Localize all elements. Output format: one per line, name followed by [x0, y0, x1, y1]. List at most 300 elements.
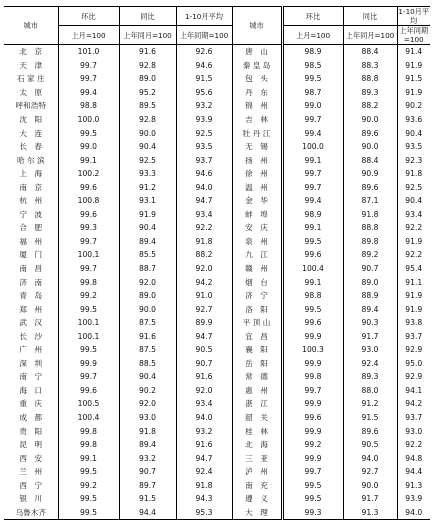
yoy-value-right: 90.3: [343, 316, 397, 330]
avg-value-right: 95.4: [397, 262, 430, 276]
yoy-value-left: 88.7: [119, 262, 176, 276]
table-row: [4, 370, 430, 384]
avg-value-left: 92.4: [176, 465, 232, 479]
mom-value-right: 99.6: [282, 316, 343, 330]
avg-value-right: 93.5: [397, 140, 430, 154]
avg-value-left: 93.4: [176, 208, 232, 222]
table-row: [4, 126, 430, 140]
mom-value-left: 99.9: [58, 357, 119, 371]
mom-value-right: 99.5: [282, 479, 343, 493]
city-name-left: 杭 州: [19, 196, 43, 206]
yoy-value-right: 89.6: [343, 424, 397, 438]
city-name-right: 温 州: [232, 180, 282, 194]
mom-value-left: 99.0: [58, 140, 119, 154]
mom-value-left: 99.7: [58, 72, 119, 86]
mom-value-left: 99.8: [58, 275, 119, 289]
mom-value-right: 99.2: [282, 438, 343, 452]
avg-value-right: 92.3: [397, 153, 430, 167]
avg-value-left: 94.2: [176, 275, 232, 289]
mom-value-left: 99.2: [58, 289, 119, 303]
city-name-left: 石 家 庄: [16, 74, 45, 84]
yoy-value-left: 89.0: [119, 72, 176, 86]
table-row: [4, 384, 430, 398]
city-name-left: 太 原: [19, 87, 43, 97]
mom-value-right: 100.0: [282, 140, 343, 154]
city-name-left: 郑 州: [19, 304, 43, 314]
price-index-table: [4, 6, 430, 520]
table-row: [4, 329, 430, 343]
avg-value-left: 92.5: [176, 126, 232, 140]
avg-value-left: 94.7: [176, 194, 232, 208]
yoy-subheader-right: 上年同月=100: [343, 26, 397, 45]
mom-value-left: 100.1: [58, 329, 119, 343]
mom-value-left: 99.1: [58, 451, 119, 465]
yoy-value-right: 88.2: [343, 99, 397, 113]
city-name-left: 广 州: [19, 345, 43, 355]
mom-value-right: 99.5: [282, 302, 343, 316]
city-name-left: 南 昌: [19, 264, 43, 274]
table-row: [4, 316, 430, 330]
avg-value-left: 93.2: [176, 99, 232, 113]
avg-value-left: 94.7: [176, 451, 232, 465]
city-name-left: 南 宁: [19, 372, 43, 382]
mom-value-right: 99.6: [282, 248, 343, 262]
table-row: [4, 194, 430, 208]
avg-value-right: 91.3: [397, 479, 430, 493]
city-name-right: 岳 阳: [232, 357, 282, 371]
yoy-value-left: 91.2: [119, 180, 176, 194]
mom-value-left: 99.8: [58, 424, 119, 438]
yoy-value-right: 89.8: [343, 235, 397, 249]
avg-value-right: 92.2: [397, 221, 430, 235]
mom-value-left: 101.0: [58, 45, 119, 59]
avg-value-right: 91.4: [397, 45, 430, 59]
city-name-right: 金 华: [232, 194, 282, 208]
avg-value-left: 90.5: [176, 343, 232, 357]
city-name-left: 西 安: [19, 453, 43, 463]
mom-value-right: 100.3: [282, 343, 343, 357]
avg-value-left: 89.9: [176, 316, 232, 330]
mom-value-right: 99.5: [282, 235, 343, 249]
yoy-value-right: 88.8: [343, 72, 397, 86]
yoy-value-right: 88.9: [343, 289, 397, 303]
mom-value-right: 99.7: [282, 167, 343, 181]
mom-value-left: 99.7: [58, 235, 119, 249]
yoy-value-right: 89.2: [343, 248, 397, 262]
city-name-left: 济 南: [19, 277, 43, 287]
avg-value-left: 92.0: [176, 384, 232, 398]
mom-value-left: 100.8: [58, 194, 119, 208]
city-name-left: 西 宁: [19, 480, 43, 490]
city-name-left: 乌鲁木齐: [4, 506, 58, 520]
mom-value-right: 99.9: [282, 357, 343, 371]
avg-header-left: 1-10月平均: [176, 7, 232, 26]
table-row: [4, 86, 430, 100]
mom-value-left: 99.5: [58, 126, 119, 140]
avg-value-left: 93.4: [176, 397, 232, 411]
avg-value-right: 94.1: [397, 384, 430, 398]
mom-value-left: 99.5: [58, 343, 119, 357]
mom-value-right: 99.4: [282, 126, 343, 140]
table-row: [4, 465, 430, 479]
mom-value-left: 100.1: [58, 248, 119, 262]
city-name-left: 呼和浩特: [15, 101, 46, 111]
yoy-value-left: 94.4: [119, 506, 176, 520]
city-name-left: 合 肥: [19, 223, 43, 233]
yoy-value-right: 88.4: [343, 153, 397, 167]
table-row: [4, 45, 430, 59]
table-row: [4, 113, 430, 127]
city-name-right: 遵 义: [232, 492, 282, 506]
mom-value-right: 98.8: [282, 289, 343, 303]
yoy-value-right: 91.7: [343, 329, 397, 343]
city-name-right: 泉 州: [232, 235, 282, 249]
avg-value-left: 91.8: [176, 479, 232, 493]
avg-value-left: 95.3: [176, 506, 232, 520]
city-name-right: 秦 皇 岛: [232, 59, 282, 73]
city-name-right: 徐 州: [232, 167, 282, 181]
mom-value-right: 99.7: [282, 113, 343, 127]
yoy-value-right: 89.3: [343, 86, 397, 100]
avg-value-left: 93.5: [176, 140, 232, 154]
avg-value-left: 95.6: [176, 86, 232, 100]
mom-value-right: 99.8: [282, 370, 343, 384]
yoy-value-right: 91.7: [343, 492, 397, 506]
header-row-1: [4, 7, 430, 26]
city-name-right: 北 海: [232, 438, 282, 452]
yoy-value-left: 90.2: [119, 384, 176, 398]
city-name-right: 襄 阳: [232, 343, 282, 357]
mom-value-left: 99.6: [58, 180, 119, 194]
mom-value-left: 99.5: [58, 465, 119, 479]
avg-value-right: 93.7: [397, 411, 430, 425]
yoy-value-left: 89.7: [119, 479, 176, 493]
avg-value-right: 90.4: [397, 194, 430, 208]
mom-value-right: 98.5: [282, 59, 343, 73]
city-name-left: 福 州: [19, 236, 43, 246]
table-row: [4, 479, 430, 493]
yoy-value-right: 89.0: [343, 275, 397, 289]
city-name-right: 韶 关: [232, 411, 282, 425]
table-row: [4, 167, 430, 181]
yoy-value-left: 93.3: [119, 167, 176, 181]
city-column-header-left: 城市: [4, 7, 58, 45]
table-row: [4, 248, 430, 262]
mom-value-left: 99.7: [58, 262, 119, 276]
yoy-value-right: 91.8: [343, 208, 397, 222]
city-name-right: 包 头: [232, 72, 282, 86]
avg-value-right: 91.9: [397, 59, 430, 73]
city-name-left: 上 海: [19, 169, 43, 179]
mom-value-right: 100.4: [282, 262, 343, 276]
yoy-value-right: 90.0: [343, 113, 397, 127]
mom-value-right: 99.9: [282, 451, 343, 465]
avg-value-left: 92.2: [176, 221, 232, 235]
avg-value-left: 92.6: [176, 45, 232, 59]
yoy-value-left: 91.9: [119, 208, 176, 222]
yoy-value-left: 88.5: [119, 357, 176, 371]
mom-value-right: 98.7: [282, 86, 343, 100]
yoy-value-right: 89.3: [343, 370, 397, 384]
yoy-value-right: 89.6: [343, 180, 397, 194]
city-name-left: 武 汉: [19, 318, 43, 328]
yoy-value-left: 93.1: [119, 194, 176, 208]
city-name-left: 深 圳: [19, 358, 43, 368]
table-row: [4, 451, 430, 465]
city-name-left: 兰 州: [19, 467, 43, 477]
avg-value-left: 92.0: [176, 262, 232, 276]
table-row: [4, 59, 430, 73]
mom-value-right: 99.0: [282, 99, 343, 113]
avg-value-left: 93.7: [176, 153, 232, 167]
mom-value-right: 99.4: [282, 194, 343, 208]
table-row: [4, 357, 430, 371]
table-row: [4, 262, 430, 276]
yoy-value-right: 91.2: [343, 397, 397, 411]
yoy-value-left: 90.4: [119, 140, 176, 154]
mom-value-right: 99.1: [282, 153, 343, 167]
city-name-right: 三 亚: [232, 451, 282, 465]
city-name-left: 贵 阳: [19, 426, 43, 436]
mom-value-left: 99.7: [58, 59, 119, 73]
yoy-value-right: 93.0: [343, 343, 397, 357]
city-name-left: 厦 门: [19, 250, 43, 260]
yoy-value-right: 90.9: [343, 167, 397, 181]
table-row: [4, 438, 430, 452]
mom-subheader-left: 上月=100: [58, 26, 119, 45]
mom-value-left: 100.1: [58, 316, 119, 330]
avg-subheader-right: 上年同期=100: [397, 26, 430, 45]
table-row: [4, 221, 430, 235]
city-name-left: 青 岛: [19, 291, 43, 301]
mom-value-left: 99.6: [58, 384, 119, 398]
mom-header-left: 环比: [58, 7, 119, 26]
city-name-right: 洛 阳: [232, 302, 282, 316]
mom-value-right: 98.9: [282, 208, 343, 222]
city-name-right: 烟 台: [232, 275, 282, 289]
yoy-header-left: 同比: [119, 7, 176, 26]
city-name-left: 天 津: [19, 60, 43, 70]
city-name-left: 长 春: [19, 142, 43, 152]
avg-value-right: 93.4: [397, 208, 430, 222]
city-name-left: 宁 波: [19, 209, 43, 219]
avg-value-right: 94.0: [397, 506, 430, 520]
avg-value-right: 94.2: [397, 397, 430, 411]
avg-value-left: 88.2: [176, 248, 232, 262]
city-name-right: 常 德: [232, 370, 282, 384]
yoy-value-left: 92.8: [119, 59, 176, 73]
yoy-value-right: 88.0: [343, 384, 397, 398]
table-row: [4, 72, 430, 86]
mom-value-left: 100.5: [58, 397, 119, 411]
yoy-value-left: 89.0: [119, 289, 176, 303]
yoy-value-right: 90.5: [343, 438, 397, 452]
mom-value-left: 99.1: [58, 153, 119, 167]
mom-value-right: 99.7: [282, 465, 343, 479]
mom-value-right: 99.3: [282, 506, 343, 520]
city-name-left: 海 口: [19, 385, 43, 395]
mom-value-right: 99.7: [282, 180, 343, 194]
yoy-value-right: 88.8: [343, 221, 397, 235]
yoy-value-left: 95.2: [119, 86, 176, 100]
avg-value-right: 93.0: [397, 424, 430, 438]
yoy-value-right: 91.3: [343, 506, 397, 520]
avg-value-left: 94.7: [176, 329, 232, 343]
yoy-value-left: 90.4: [119, 370, 176, 384]
table-row: [4, 140, 430, 154]
yoy-value-left: 91.5: [119, 492, 176, 506]
avg-value-left: 94.6: [176, 167, 232, 181]
city-name-right: 蚌 埠: [232, 208, 282, 222]
avg-subheader-left: 上年同期=100: [176, 26, 232, 45]
mom-value-left: 98.8: [58, 99, 119, 113]
avg-value-right: 91.5: [397, 72, 430, 86]
table-row: [4, 492, 430, 506]
city-name-right: 惠 州: [232, 384, 282, 398]
yoy-value-right: 88.3: [343, 59, 397, 73]
mom-value-left: 99.5: [58, 506, 119, 520]
yoy-value-right: 94.0: [343, 451, 397, 465]
yoy-header-right: 同比: [343, 7, 397, 26]
yoy-value-left: 91.6: [119, 45, 176, 59]
table-row: [4, 99, 430, 113]
table-row: [4, 235, 430, 249]
yoy-value-left: 87.5: [119, 343, 176, 357]
yoy-subheader-left: 上年同月=100: [119, 26, 176, 45]
mom-value-left: 99.5: [58, 492, 119, 506]
mom-value-left: 99.5: [58, 302, 119, 316]
avg-value-right: 92.9: [397, 370, 430, 384]
mom-value-right: 98.9: [282, 45, 343, 59]
yoy-value-left: 92.0: [119, 397, 176, 411]
avg-value-right: 91.9: [397, 235, 430, 249]
city-name-right: 丹 东: [232, 86, 282, 100]
city-name-right: 湛 江: [232, 397, 282, 411]
avg-value-right: 92.9: [397, 343, 430, 357]
avg-value-left: 90.7: [176, 357, 232, 371]
avg-value-left: 94.0: [176, 180, 232, 194]
avg-value-left: 91.8: [176, 235, 232, 249]
mom-value-left: 100.2: [58, 167, 119, 181]
city-name-right: 吉 林: [232, 113, 282, 127]
yoy-value-right: 87.1: [343, 194, 397, 208]
avg-value-right: 91.9: [397, 86, 430, 100]
avg-value-left: 93.2: [176, 424, 232, 438]
city-name-right: 平 顶 山: [232, 316, 282, 330]
yoy-value-left: 91.8: [119, 424, 176, 438]
mom-value-left: 100.4: [58, 411, 119, 425]
yoy-value-right: 92.7: [343, 465, 397, 479]
city-column-header-right: 城市: [232, 7, 282, 45]
yoy-value-left: 85.5: [119, 248, 176, 262]
table-row: [4, 153, 430, 167]
city-name-right: 南 充: [232, 479, 282, 493]
yoy-value-right: 91.5: [343, 411, 397, 425]
city-name-left: 长 沙: [19, 331, 43, 341]
mom-value-left: 99.3: [58, 221, 119, 235]
city-name-right: 无 锡: [232, 140, 282, 154]
mom-value-right: 99.7: [282, 384, 343, 398]
city-name-left: 昆 明: [19, 440, 43, 450]
avg-value-right: 93.8: [397, 316, 430, 330]
city-name-left: 沈 阳: [19, 115, 43, 124]
avg-value-left: 93.9: [176, 113, 232, 127]
avg-value-right: 92.5: [397, 180, 430, 194]
mom-value-left: 99.6: [58, 208, 119, 222]
avg-value-right: 94.4: [397, 465, 430, 479]
table-row: [4, 343, 430, 357]
avg-value-left: 92.7: [176, 302, 232, 316]
avg-value-left: 91.6: [176, 438, 232, 452]
mom-header-right: 环比: [282, 7, 343, 26]
table-row: [4, 275, 430, 289]
city-name-right: 九 江: [232, 248, 282, 262]
avg-value-right: 93.6: [397, 113, 430, 127]
avg-header-right: 1-10月平均: [398, 7, 430, 25]
city-name-left: 重 庆: [19, 399, 43, 409]
mom-value-right: 99.5: [282, 492, 343, 506]
city-name-right: 牡 丹 江: [232, 126, 282, 140]
avg-value-right: 94.8: [397, 451, 430, 465]
avg-value-left: 94.3: [176, 492, 232, 506]
yoy-value-left: 92.8: [119, 113, 176, 127]
yoy-value-left: 87.5: [119, 316, 176, 330]
avg-value-right: 93.7: [397, 329, 430, 343]
mom-subheader-right: 上月=100: [282, 26, 343, 45]
city-name-right: 济 宁: [232, 289, 282, 303]
yoy-value-left: 90.7: [119, 465, 176, 479]
city-name-right: 大 理: [232, 506, 282, 520]
mom-value-right: 99.9: [282, 397, 343, 411]
yoy-value-left: 91.6: [119, 329, 176, 343]
mom-value-right: 99.9: [282, 329, 343, 343]
table-row: [4, 506, 430, 520]
city-name-right: 桂 林: [232, 424, 282, 438]
avg-value-left: 94.0: [176, 411, 232, 425]
table-body: [4, 45, 430, 520]
yoy-value-right: 90.0: [343, 140, 397, 154]
mom-value-left: 100.0: [58, 113, 119, 127]
table-row: [4, 411, 430, 425]
yoy-value-right: 90.7: [343, 262, 397, 276]
avg-value-left: 94.6: [176, 59, 232, 73]
city-name-left: 南 京: [19, 182, 43, 192]
yoy-value-right: 89.4: [343, 302, 397, 316]
yoy-value-left: 92.5: [119, 153, 176, 167]
yoy-value-left: 89.5: [119, 99, 176, 113]
yoy-value-left: 93.0: [119, 411, 176, 425]
mom-value-right: 99.9: [282, 424, 343, 438]
table-row: [4, 208, 430, 222]
mom-value-right: 99.1: [282, 221, 343, 235]
table-row: [4, 424, 430, 438]
avg-value-right: 91.9: [397, 302, 430, 316]
avg-value-right: 91.1: [397, 275, 430, 289]
table-row: [4, 302, 430, 316]
mom-value-left: 99.4: [58, 86, 119, 100]
city-name-right: 赣 州: [232, 262, 282, 276]
city-name-left: 哈 尔 滨: [16, 155, 45, 165]
avg-value-left: 91.0: [176, 289, 232, 303]
city-name-left: 大 连: [19, 128, 43, 138]
yoy-value-left: 89.4: [119, 438, 176, 452]
avg-value-right: 91.8: [397, 167, 430, 181]
avg-value-left: 91.5: [176, 72, 232, 86]
yoy-value-right: 92.4: [343, 357, 397, 371]
yoy-value-left: 90.0: [119, 126, 176, 140]
yoy-value-left: 92.0: [119, 275, 176, 289]
header-row-2: [4, 26, 430, 45]
